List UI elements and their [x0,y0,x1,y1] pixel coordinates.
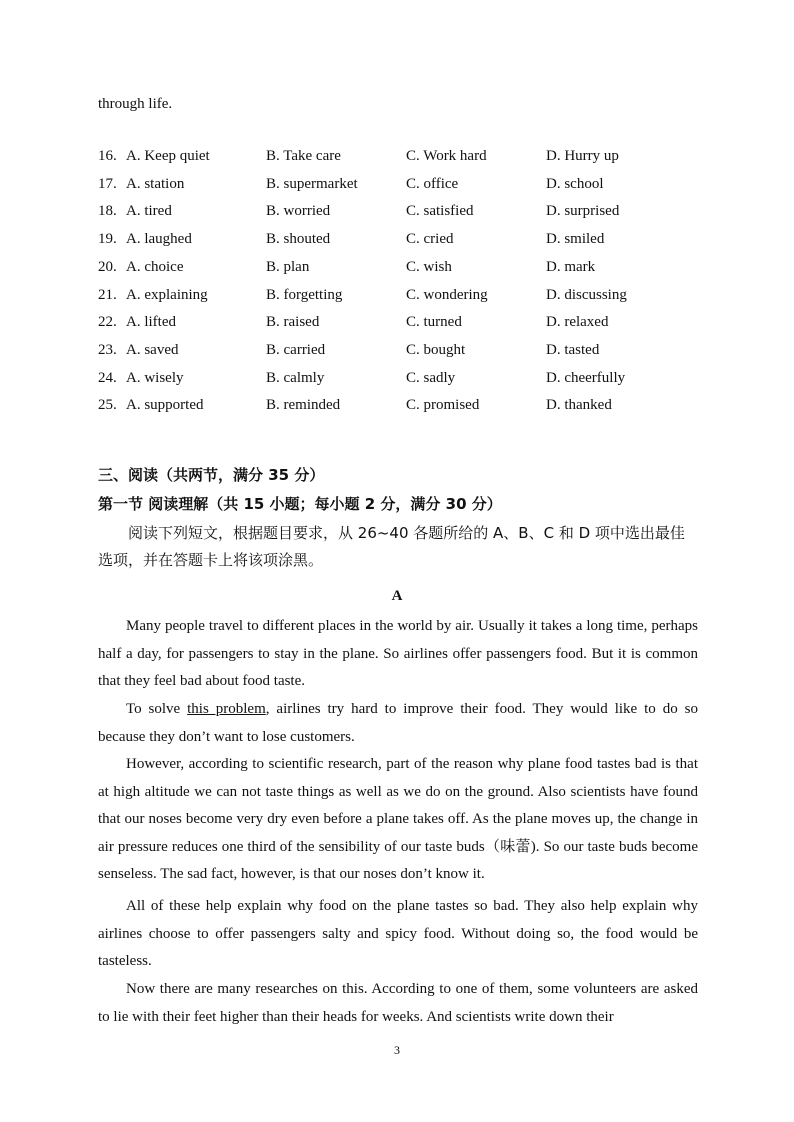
option-b: B. calmly [266,369,325,386]
question-number: 19. [98,231,117,248]
instruction-paragraph: 阅读下列短文，根据题目要求，从 26~40 各题所给的 A、B、C 和 D 项中选出最佳选项，并在答题卡上将该项涂黑。 [98,524,685,569]
question-number: 21. [98,286,117,303]
option-b: B. raised [266,314,320,331]
option-d: D. discussing [546,286,627,303]
paragraph-4: All of these help explain why food on the plane tastes so bad. They also help explain why airlines choose to offer passengers salty and spicy food. Without doing so, the food would be tasteless. [98,898,698,970]
option-d: D. cheerfully [546,369,626,386]
option-c: C. wish [406,258,452,275]
paragraph-5: Now there are many researches on this. According to one of them, some volunteers are asked to lie with their feet higher than their heads for weeks. And scientists write down their [98,981,698,1025]
underlined-phrase: this problem [187,701,266,717]
option-d: D. surprised [546,203,620,220]
paragraph-3: However, according to scientific research, part of the reason why plane food tastes bad is that at high altitude we can not taste things as well as we do on the ground. Also scientists have found that our noses become very dry even before a plane takes off. As the plane moves up, the change in air pressure reduces one third of the sensibility of our taste buds（味蕾). So our taste buds become senseless. The sad fact, however, is that our noses don’t know it. [98,756,698,883]
option-b: B. carried [266,341,326,358]
continued-line: through life. [98,96,173,112]
option-d: D. tasted [546,341,600,358]
option-a: A. saved [126,341,179,358]
option-c: C. bought [406,341,466,358]
option-d: D. school [546,175,604,192]
option-b: B. shouted [266,231,331,248]
subsection-heading: 第一节 阅读理解（共 15 小题；每小题 2 分，满分 30 分） [98,495,502,513]
question-number: 18. [98,203,117,220]
option-b: B. Take care [266,148,341,164]
option-a: A. wisely [126,369,184,386]
paragraph-2-end: , airlines try hard to improve their food. They would like to do so because they don’t want to lose customers. [98,701,698,745]
option-b: B. supermarket [266,175,358,192]
option-c: C. turned [406,314,462,331]
option-b: B. worried [266,203,331,220]
option-d: D. relaxed [546,314,609,331]
option-a: A. choice [126,258,184,275]
section-heading: 三、阅读（共两节，满分 35 分） [98,466,325,484]
option-a: A. laughed [126,231,192,248]
question-number: 17. [98,175,117,192]
option-a: A. supported [126,397,204,414]
option-c: C. sadly [406,369,456,386]
option-c: C. cried [406,231,454,248]
option-a: A. explaining [126,286,208,303]
option-d: D. mark [546,258,596,275]
option-c: C. office [406,175,459,192]
option-b: B. reminded [266,397,341,414]
option-a: A. Keep quiet [126,148,210,164]
question-number: 20. [98,258,117,275]
question-number: 24. [98,369,117,386]
paragraph-1: Many people travel to different places in the world by air. Usually it takes a long time, perhaps half a day, for passengers to stay in the plane. So airlines offer passengers food. But it is common that they feel bad about food taste. [98,618,698,690]
passage-title: A [391,588,403,604]
option-d: D. thanked [546,397,612,414]
option-a: A. tired [126,203,172,220]
option-b: B. plan [266,258,310,275]
question-number: 16. [98,148,117,164]
paragraph-2-start: To solve [126,701,188,717]
option-a: A. lifted [126,314,176,331]
option-c: C. Work hard [406,148,487,164]
option-d: D. Hurry up [546,148,619,164]
question-number: 25. [98,397,117,414]
option-b: B. forgetting [266,286,343,303]
option-a: A. station [126,175,185,192]
paragraph-2 [98,696,698,751]
instruction-text [98,520,698,574]
option-d: D. smiled [546,231,605,248]
option-c: C. wondering [406,286,488,303]
option-c: C. satisfied [406,203,474,220]
option-c: C. promised [406,397,480,414]
page-number: 3 [394,1043,400,1057]
question-number: 22. [98,314,117,331]
question-number: 23. [98,341,117,358]
